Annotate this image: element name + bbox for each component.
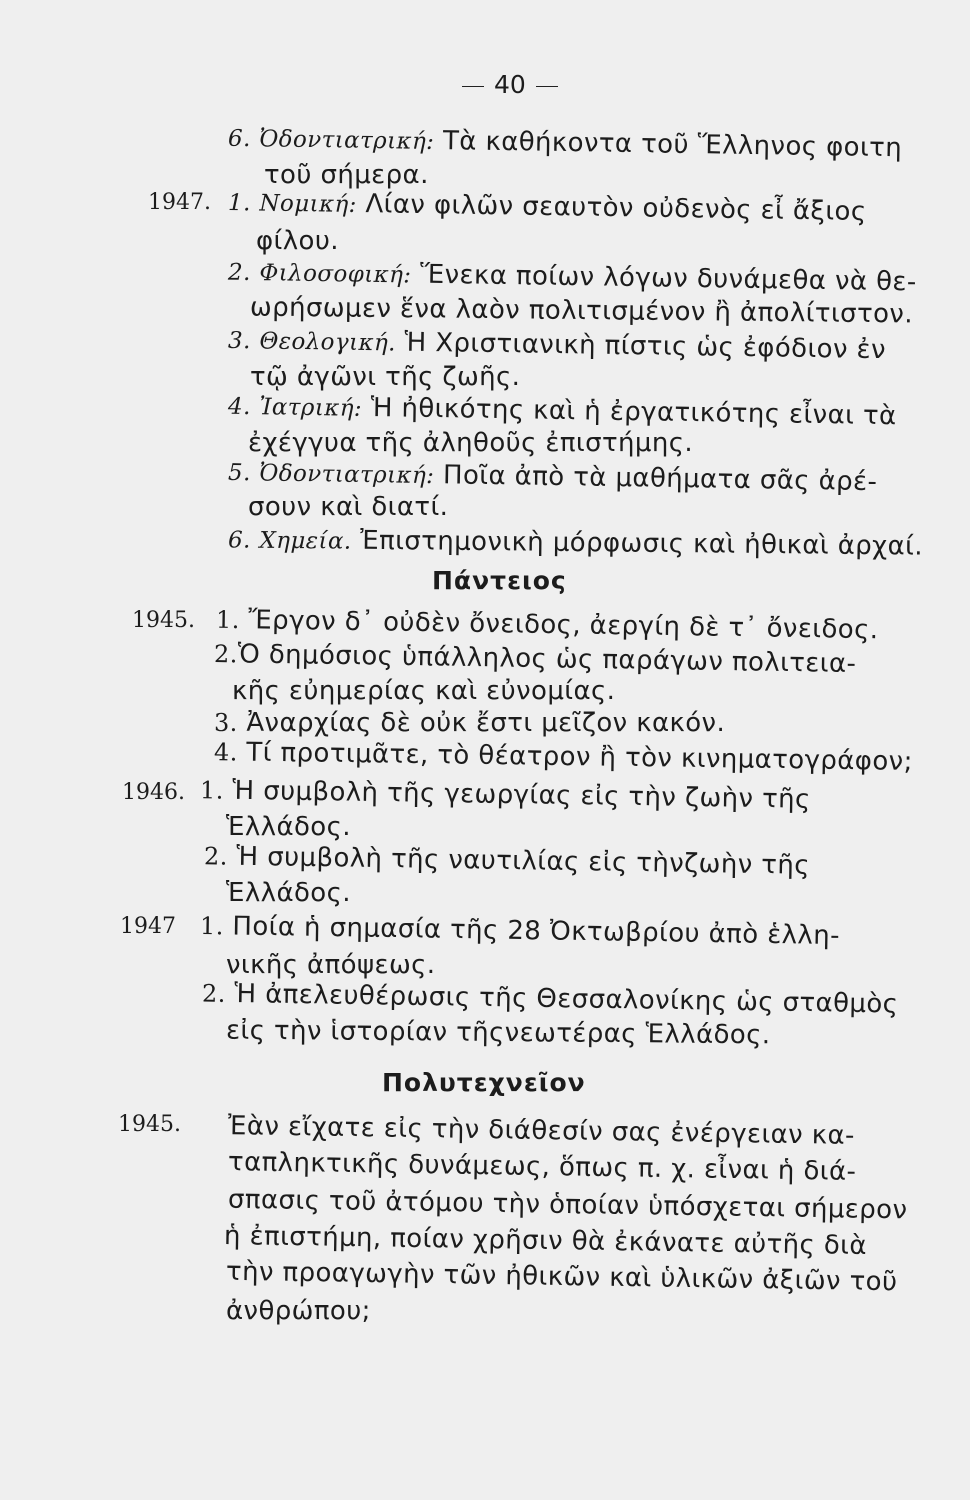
- text-line: ἡ ἐπιστήμη, ποίαν χρῆσιν θὰ ἐκάνατε αὐτῆς διὰ: [223, 1220, 868, 1262]
- text-line: νικῆς ἀπόψεως.: [226, 950, 436, 980]
- text-line: 2. Φιλοσοφική: Ἕνεκα ποίων λόγων δυνάμεθα νὰ θε-: [227, 259, 917, 298]
- text-line: εἰς τὴν ἱστορίαν τῆςνεωτέρας Ἑλλάδος.: [225, 1015, 771, 1051]
- text-line: σπασις τοῦ ἀτόμου τὴν ὁποίαν ὑπόσχεται σήμερον: [227, 1184, 908, 1226]
- page-number: 40: [452, 70, 568, 99]
- text-line: 3. Θεολογική. Ἡ Χριστιανικὴ πίστις ὡς ἐφόδιον ἐν: [227, 327, 887, 366]
- text-line: 6. Χημεία. Ἐπιστημονικὴ μόρφωσις καὶ ἠθικαὶ ἀρχαί.: [227, 525, 924, 562]
- year-label: 1947.: [148, 190, 211, 215]
- text-line: 4. Ἰατρική: Ἡ ἠθικότης καὶ ἡ ἐργατικότης εἶναι τὰ: [227, 392, 897, 432]
- text-line: ωρήσωμεν ἕνα λαὸν πολιτισμένον ἢ ἀπολίτιστον.: [249, 292, 914, 330]
- section-heading-polytechneion: Πολυτεχνεῖον: [382, 1068, 586, 1097]
- text-line: 2. Ἡ συμβολὴ τῆς ναυτιλίας εἰς τὴνζωὴν τῆς: [203, 841, 811, 881]
- text-line: ἀνθρώπου;: [226, 1296, 371, 1326]
- text-line: τὴν προαγωγὴν τῶν ἠθικῶν καὶ ὑλικῶν ἀξιῶν τοῦ: [225, 1256, 898, 1298]
- text-line: 1. Ποία ἡ σημασία τῆς 28 Ὀκτωβρίου ἀπὸ ἑλλη-: [199, 911, 841, 952]
- text-line: 2. Ἡ ἀπελευθέρωσις τῆς Θεσσαλονίκης ὡς σταθμὸς: [201, 979, 899, 1020]
- text-line: ἐχέγγυα τῆς ἀληθοῦς ἐπιστήμης.: [248, 428, 694, 458]
- text-line: τοῦ σήμερα.: [264, 160, 429, 190]
- text-line: ταπληκτικῆς δυνάμεως, ὅπως π. χ. εἶναι ἡ διά-: [227, 1147, 857, 1187]
- year-label: 1946.: [122, 780, 185, 805]
- year-label: 1945.: [132, 608, 195, 633]
- text-line: 1. Νομική: Λίαν φιλῶν σεαυτὸν οὐδενὸς εἶ ἄξιος: [227, 189, 867, 228]
- year-label: 1947: [120, 914, 176, 939]
- text-line: Ἑλλάδος.: [226, 812, 351, 842]
- text-line: Ἐὰν εἴχατε εἰς τὴν διάθεσίν σας ἐνέργειαν κα-: [227, 1111, 856, 1151]
- text-line: 6. Ὀδοντιατρική: Τὰ καθήκοντα τοῦ Ἕλληνος φοιτη: [227, 125, 903, 164]
- text-line: τῷ ἀγῶνι τῆς ζωῆς.: [250, 362, 521, 392]
- text-line: 4. Τί προτιμᾶτε, τὸ θέατρον ἢ τὸν κινηματογράφον;: [213, 737, 913, 777]
- text-line: 2.Ὁ δημόσιος ὑπάλληλος ὡς παράγων πολιτεια-: [213, 639, 857, 680]
- text-line: Ἑλλάδος.: [226, 878, 351, 908]
- year-label: 1945.: [118, 1112, 181, 1137]
- section-heading-panteios: Πάντειος: [432, 566, 567, 595]
- text-line: σουν καὶ διατί.: [248, 492, 449, 522]
- text-line: φίλου.: [256, 226, 339, 256]
- text-line: 3. Ἀναρχίας δὲ οὐκ ἔστι μεῖζον κακόν.: [214, 708, 726, 738]
- text-line: 5. Ὀδοντιατρική: Ποῖα ἀπὸ τὰ μαθήματα σᾶς ἀρέ-: [227, 459, 878, 498]
- text-line: 1. Ἡ συμβολὴ τῆς γεωργίας εἰς τὴν ζωὴν τῆς: [199, 775, 811, 815]
- text-line: 1. Ἔργον δ᾽ οὐδὲν ὄνειδος, ἀεργίη δὲ τ᾽ ὄνειδος.: [215, 605, 879, 646]
- text-line: κῆς εὐημερίας καὶ εὐνομίας.: [232, 676, 616, 706]
